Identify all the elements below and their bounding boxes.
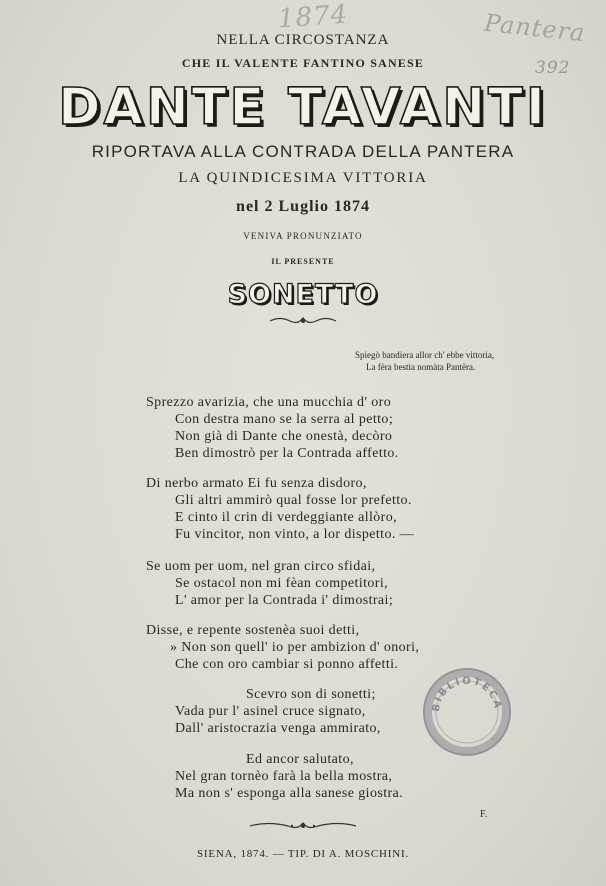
verse-line: Ben dimostrò per la Contrada affetto. — [175, 446, 399, 461]
stamp-text: BIBLIOTECA — [430, 675, 504, 713]
ornament-icon — [268, 315, 338, 327]
verse-line: Nel gran tornèo farà la bella mostra, — [175, 769, 393, 784]
verse-line: Ed ancor salutato, — [246, 752, 354, 767]
page-title: DANTE TAVANTI — [58, 78, 548, 137]
author-signature: F. — [480, 809, 488, 820]
handwritten-year: 1874 — [277, 0, 350, 35]
header-line-1: NELLA CIRCOSTANZA — [216, 32, 390, 48]
header-date: nel 2 Luglio 1874 — [236, 198, 370, 215]
ornament-divider-bottom — [0, 820, 606, 836]
printer-imprint: SIENA, 1874. — TIP. DI A. MOSCHINI. — [196, 848, 410, 860]
header-line-7: VENIVA PRONUNZIATO — [243, 231, 363, 241]
header-line-2: CHE IL VALENTE FANTINO SANESE — [181, 56, 425, 70]
header-line-8: IL PRESENTE — [271, 257, 335, 266]
verse-line: Gli altri ammirò qual fosse lor prefetto. — [175, 493, 412, 508]
verse-line: Disse, e repente sostenèa suoi detti, — [146, 623, 360, 638]
svg-text:BIBLIOTECA — [431, 676, 503, 713]
header-line-5: LA QUINDICESIMA VITTORIA — [178, 170, 428, 186]
verse-line: » Non son quell' io per ambizion d' onori, — [170, 640, 420, 655]
verse-line: E cinto il crin di verdeggiante allòro, — [175, 510, 398, 525]
verse-line: Con destra mano se la serra al petto; — [175, 412, 394, 427]
verse-line: Che con oro cambiar si ponno affetti. — [175, 657, 399, 672]
verse-line: L' amor per la Contrada i' dimostrai; — [175, 593, 394, 608]
handwritten-number: 392 — [535, 58, 571, 78]
verse-line: Non già di Dante che onestà, decòro — [175, 429, 393, 444]
stamp-seal-icon — [425, 670, 509, 754]
verse-line: Vada pur l' asinel cruce signato, — [175, 704, 366, 719]
verse-line: Sprezzo avarizia, che una mucchia d' oro — [146, 395, 392, 410]
epigraph-line-1: Spiegò bandiera allor ch' ebbe vittoria, — [355, 350, 495, 360]
verse-line: Fu vincitor, non vinto, a lor dispetto. — — [175, 527, 415, 542]
verse-line: Se ostacol non mi fèan competitori, — [175, 576, 389, 591]
ornament-icon — [248, 820, 358, 832]
verse-line: Dall' aristocrazia venga ammirato, — [175, 721, 381, 736]
header-line-4: RIPORTAVA ALLA CONTRADA DELLA PANTERA — [91, 142, 515, 161]
sonetto-heading: SONETTO — [227, 279, 379, 310]
verse-line: Scevro son di sonetti; — [246, 687, 376, 702]
ornament-divider-top — [0, 315, 606, 331]
library-stamp — [423, 668, 511, 756]
verse-line: Se uom per uom, nel gran circo sfidai, — [146, 559, 376, 574]
verse-line: Di nerbo armato Ei fu senza disdoro, — [146, 476, 367, 491]
verse-line: Ma non s' esponga alla sanese giostra. — [175, 786, 404, 801]
handwritten-name: Pantera — [482, 8, 587, 48]
epigraph-line-2: La fèra bestia nomàta Pantèra. — [366, 362, 476, 372]
